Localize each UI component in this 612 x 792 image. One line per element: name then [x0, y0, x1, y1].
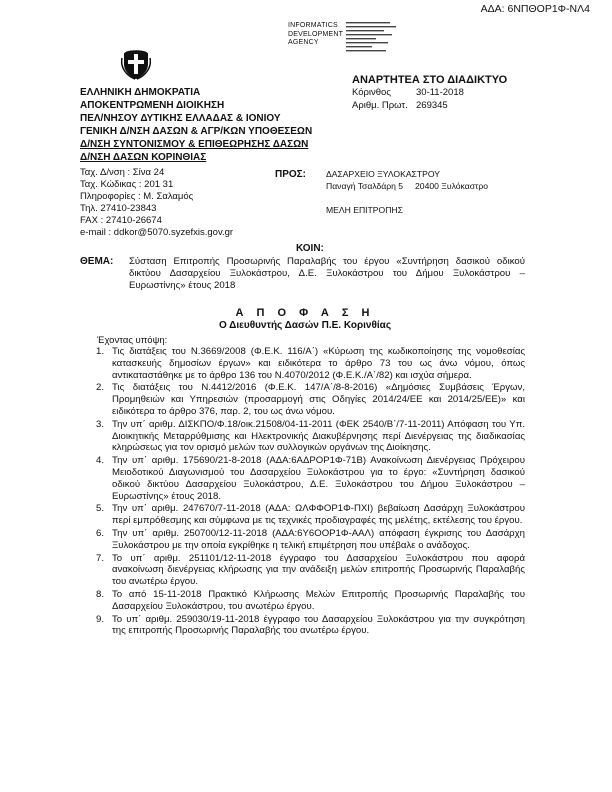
item-number: 8. — [96, 588, 105, 600]
agency-seal-text-icon — [346, 21, 406, 55]
city: Κόρινθος — [352, 87, 391, 98]
item-number: 6. — [96, 527, 105, 539]
informatics-line: INFORMATICS — [288, 22, 338, 29]
informatics-agency-stamp — [288, 22, 343, 48]
protocol-number: 269345 — [416, 99, 448, 111]
decision-title: Α Π Ο Φ Α Σ Η — [235, 307, 375, 319]
greek-emblem-icon — [121, 46, 151, 80]
item-text: Το υπ΄ αριθμ. 259030/19-11-2018 έγγραφο του Δασαρχείου Ξυλοκάστρου για την συγκρότηση της επιτροπής Προσωρινής Παραλαβής του ανωτέρω έργου. — [112, 613, 525, 637]
item-text: Την υπ΄ αριθμ. 175690/21-8-2018 (ΑΔΑ:6ΑΔΡΟΡ1Φ-71Β) Ανακοίνωση Διενέργειας Πρόχειρου Μειοδοτικού Διαγωνισμού του Δασαρχείου Ξυλοκάστρου για το έργο: «Συντήρηση δασικού οδικού δικτύου Δασαρχείου Ξυλοκάστρου, Δ.Ε. Ξυλοκάστρου του Δήμου Ξυλοκάστρου – Ευρωστίνης» έτους 2018. — [112, 455, 525, 502]
considerations-list — [96, 346, 525, 638]
list-item — [96, 503, 525, 527]
header-line: Δ/ΝΣΗ ΣΥΝΤΟΝΙΣΜΟΥ & ΕΠΙΘΕΩΡΗΣΗΣ ΔΑΣΩΝ — [80, 139, 309, 150]
informatics-line: AGENCY — [288, 39, 319, 46]
recipient-address: Παναγή Τσαλδάρη 5 20400 Ξυλόκαστρο — [326, 181, 489, 191]
contact-line: Πληροφορίες : Μ. Σαλαμός — [80, 191, 194, 202]
document-meta — [352, 87, 480, 112]
contact-line: Ταχ. Δ/νση : Σίνα 24 — [80, 167, 165, 178]
director-title: Ο Διευθυντής Δασών Π.Ε. Κορινθίας — [218, 320, 392, 331]
list-item — [96, 528, 525, 552]
item-text: Την υπ΄ αριθμ. 250700/12-11-2018 (ΑΔΑ:6Υ6ΟΟΡ1Φ-ΑΑΛ) απόφαση έγκρισης του Δασάρχη Ξυλοκάστρου με την οποία εγκρίθηκε η τελική επιμέτρηση που υπέβαλε ο ανάδοχος. — [112, 527, 525, 551]
ada-code: ΑΔΑ: 6ΝΠΘΟΡ1Φ-ΝΛ4 — [480, 3, 590, 15]
issuer-header — [80, 86, 312, 164]
header-line: Δ/ΝΣΗ ΔΑΣΩΝ ΚΟΡΙΝΘΙΑΣ — [80, 152, 207, 163]
item-number: 9. — [96, 613, 105, 625]
item-number: 7. — [96, 552, 105, 564]
item-text: Τις διατάξεις του Ν.3669/2008 (Φ.Ε.Κ. 116/Α΄) «Κύρωση της κωδικοποίησης της νομοθεσίας κατασκευής δημοσίων έργων» και ειδικότερα το άρθρο 73 του ως άνω νόμου, όπως αντικαταστάθηκε με το άρθρο 136 του Ν.4070/2012 (Φ.Ε.Κ./Α΄/82) και ισχύα σήμερα. — [112, 346, 525, 381]
date: 30-11-2018 — [416, 87, 464, 98]
item-number: 3. — [96, 418, 105, 430]
header-line: ΓΕΝΙΚΗ Δ/ΝΣΗ ΔΑΣΩΝ & ΑΓΡ/ΚΩΝ ΥΠΟΘΕΣΕΩΝ — [80, 126, 313, 137]
list-item — [96, 346, 525, 381]
item-text: Τις διατάξεις του Ν.4412/2016 (Φ.Ε.Κ. 147/Α΄/8-8-2016) «Δημόσιες Συμβάσεις Έργων, Προμηθειών και Υπηρεσιών (προσαρμογή στις Οδηγίες 2014/24/ΕΕ και 2014/25/ΕΕ)» και ειδικότερα το άρθρο 376, παρ. 2, του ως άνω νόμου. — [112, 382, 525, 417]
contact-block — [80, 167, 233, 239]
koin-label: ΚΟΙΝ: — [296, 243, 324, 254]
contact-line: Ταχ. Κώδικας : 201 31 — [80, 179, 174, 190]
list-item — [96, 553, 525, 588]
item-number: 2. — [96, 382, 105, 394]
list-item — [96, 419, 525, 454]
subject-label: ΘΕΜΑ: — [80, 256, 114, 267]
item-text: Το υπ΄ αριθμ. 251101/12-11-2018 έγγραφο του Δασαρχείου Ξυλοκάστρου που αφορά ανακοίνωση διενέργειας κλήρωσης για την ανάδειξη μελών επιτροπής Προσωρινής Παραλαβής του ανωτέρω έργου. — [112, 552, 525, 588]
recipient-name: ΔΑΣΑΡΧΕΙΟ ΞΥΛΟΚΑΣΤΡΟΥ — [326, 169, 440, 179]
item-text: Την υπ΄ αριθμ. ΔΙΣΚΠΟ/Φ.18/οικ.21508/04-11-2011 (ΦΕΚ 2540/Β΄/7-11-2011) Απόφαση του Υπ. Διοικητικής Μεταρρύθμισης και Ηλεκτρονικής Διακυβέρνησης περί Διενέργειας της διαδικασίας κληρώσεως για τον ορισμό μελών των συλλογικών οργάνων της Διοίκησης. — [112, 418, 525, 454]
recipient-label: ΠΡΟΣ: — [275, 169, 307, 180]
list-item — [96, 455, 525, 502]
list-item — [96, 382, 525, 417]
recipient-members: ΜΕΛΗ ΕΠΙΤΡΟΠΗΣ — [326, 205, 403, 215]
contact-line: Τηλ. 27410-23843 — [80, 203, 157, 214]
subject-text: Σύσταση Επιτροπής Προσωρινής Παραλαβής του έργου «Συντήρηση δασικού οδικού δικτύου Δασαρχείου Ξυλοκάστρου, Δ.Ε. Ξυλοκάστρου του Δήμου Ξυλοκάστρου – Ευρωστίνης» έτους 2018 — [129, 256, 525, 291]
list-item — [96, 589, 525, 613]
contact-line: e-mail : ddkor@5070.syzefxis.gov.gr — [80, 227, 234, 238]
item-number: 1. — [96, 346, 105, 357]
header-line: ΠΕΛ/ΝΗΣΟΥ ΔΥΤΙΚΗΣ ΕΛΛΑΔΑΣ & ΙΟΝΙΟΥ — [80, 113, 281, 124]
informatics-line: DEVELOPMENT — [288, 30, 344, 38]
posting-notice: ΑΝΑΡΤΗΤΕΑ ΣΤΟ ΔΙΑΔΙΚΤΥΟ — [352, 74, 508, 86]
item-text: Το από 15-11-2018 Πρακτικό Κλήρωσης Μελών Επιτροπής Προσωρινής Παραλαβής του Δασαρχείου Ξυλοκάστρου, του ανωτέρω έργου. — [112, 588, 525, 612]
list-item — [96, 614, 525, 638]
item-text: Την υπ΄ αριθμ. 247670/7-11-2018 (ΑΔΑ: ΩΛΦΦΟΡ1Φ-ΠΧΙ) βεβαίωση Δασάρχη Ξυλοκάστρου περί εμπρόθεσμης και σύμφωνα με τις τεχνικές προδιαγραφές της μελέτης, εκτέλεσης του έργου. — [112, 503, 525, 527]
considering-intro: Έχοντας υπόψη: — [97, 335, 168, 346]
header-line: ΑΠΟΚΕΝΤΡΩΜΕΝΗ ΔΙΟΙΚΗΣΗ — [80, 100, 225, 111]
item-number: 4. — [96, 455, 105, 467]
item-number: 5. — [96, 503, 105, 515]
header-line: ΕΛΛΗΝΙΚΗ ΔΗΜΟΚΡΑΤΙΑ — [80, 87, 201, 98]
recipient-block — [326, 168, 488, 216]
protocol-label: Αριθμ. Πρωτ. — [352, 99, 408, 111]
contact-line: FAX : 27410-26674 — [80, 215, 162, 226]
